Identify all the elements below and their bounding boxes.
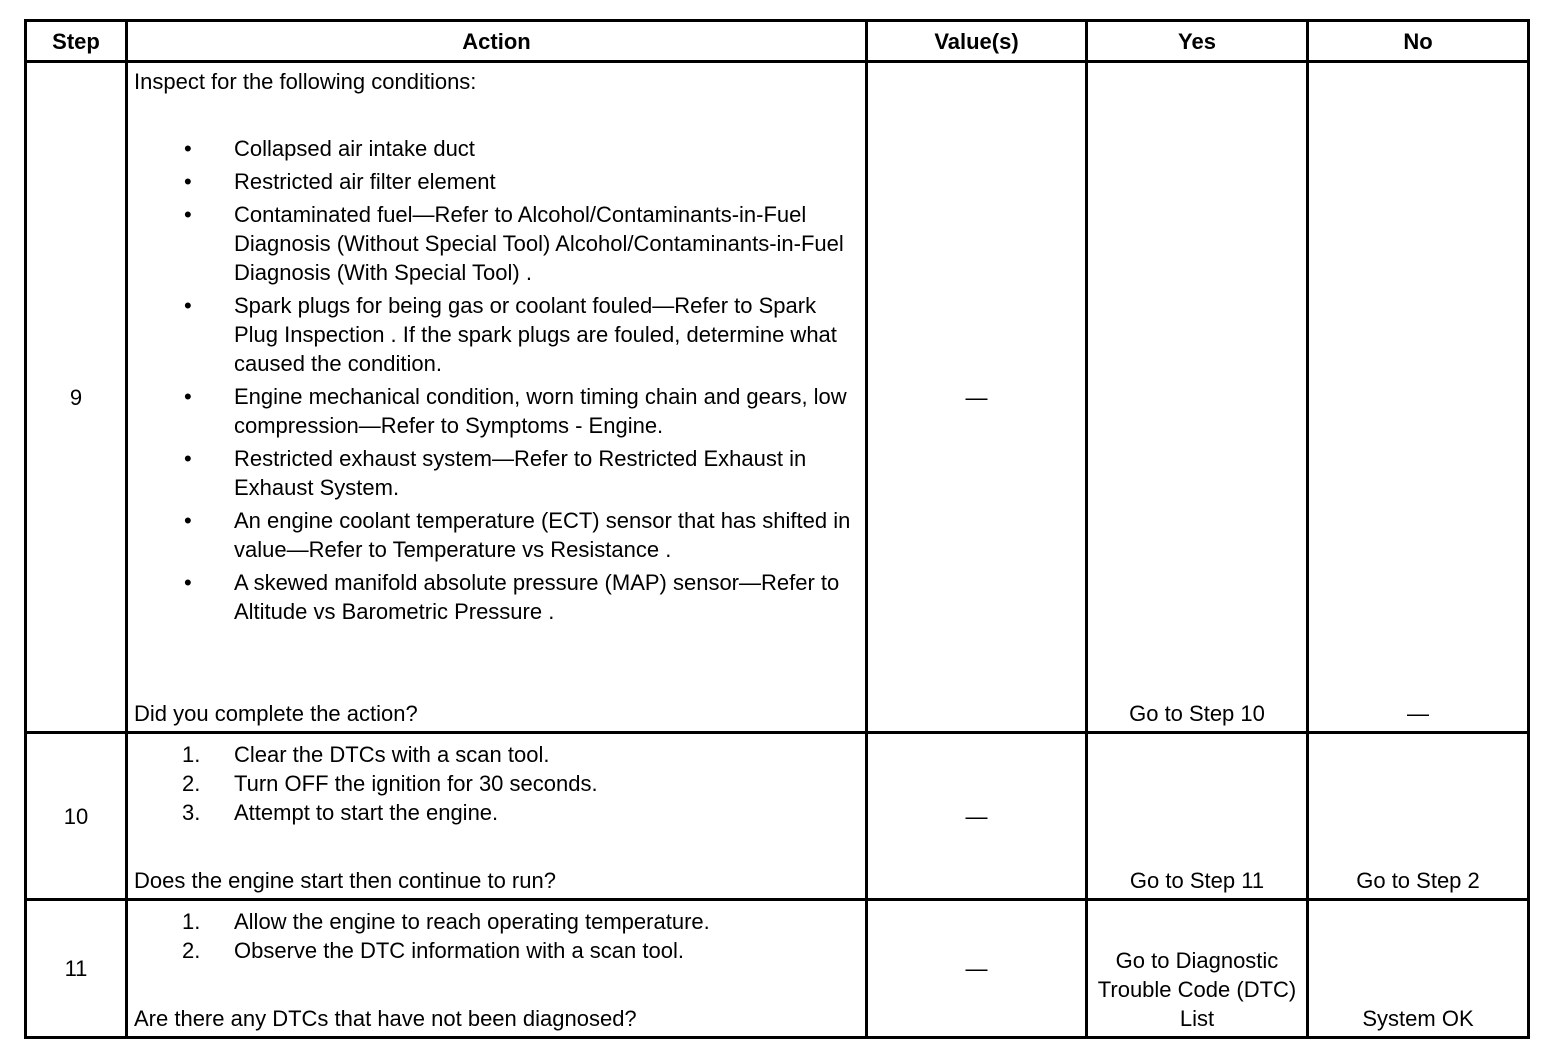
yes-link[interactable]: Go to Diagnostic Trouble Code (DTC) List <box>1097 948 1297 1031</box>
list-item: 1. Clear the DTCs with a scan tool. <box>182 742 550 768</box>
header-no: No <box>1308 21 1529 62</box>
bullet-icon: • <box>184 384 192 409</box>
bullet-icon: • <box>184 136 192 161</box>
action-cell <box>127 62 867 733</box>
yes-cell <box>1087 62 1308 733</box>
action-cell <box>127 733 867 899</box>
no-cell <box>1308 62 1529 733</box>
condition-list <box>134 134 859 626</box>
list-item: • Spark plugs for being gas or coolant fouled—Refer to Spark Plug Inspection . If the spark plugs are fouled, determine what caused the condition. <box>184 293 837 376</box>
list-item: • Restricted air filter element <box>184 169 496 194</box>
header-action: Action <box>127 21 867 62</box>
value-cell: — <box>867 899 1087 1037</box>
bullet-icon: • <box>184 293 192 318</box>
list-item: 1. Allow the engine to reach operating temperature. <box>182 908 710 934</box>
bullet-icon: • <box>184 508 192 533</box>
step-list <box>134 907 859 965</box>
bullet-icon: • <box>184 570 192 595</box>
list-item: 3. Attempt to start the engine. <box>182 800 499 826</box>
action-question: Are there any DTCs that have not been diagnosed? <box>134 1006 637 1031</box>
action-cell <box>127 899 867 1037</box>
no-value: System OK <box>1362 1006 1474 1031</box>
action-question: Does the engine start then continue to run? <box>134 867 556 893</box>
step-number: 11 <box>26 899 127 1037</box>
action-intro: Inspect for the following conditions: <box>134 69 477 94</box>
header-yes: Yes <box>1087 21 1308 62</box>
step-number: 10 <box>26 733 127 899</box>
header-row <box>26 21 1529 62</box>
list-item: • A skewed manifold absolute pressure (MAP) sensor—Refer to Altitude vs Barometric Pressure . <box>184 570 840 624</box>
bullet-icon: • <box>184 169 192 194</box>
bullet-icon: • <box>184 202 192 227</box>
value-cell: — <box>867 733 1087 899</box>
action-question: Did you complete the action? <box>134 701 418 727</box>
header-values: Value(s) <box>867 21 1087 62</box>
value-cell: — <box>867 62 1087 733</box>
header-step: Step <box>26 21 127 62</box>
list-item: 2. Observe the DTC information with a scan tool. <box>182 937 684 963</box>
no-link[interactable]: Go to Step 2 <box>1356 867 1480 893</box>
yes-link[interactable]: Go to Step 11 <box>1129 867 1265 893</box>
bullet-icon: • <box>184 446 192 471</box>
yes-cell <box>1087 733 1308 899</box>
table-row <box>26 62 1529 733</box>
table-row <box>26 733 1529 899</box>
list-item: • Restricted exhaust system—Refer to Restricted Exhaust in Exhaust System. <box>184 446 807 500</box>
list-item: • An engine coolant temperature (ECT) sensor that has shifted in value—Refer to Temperature vs Resistance . <box>184 508 851 562</box>
table-row <box>26 899 1529 1037</box>
no-cell <box>1308 733 1529 899</box>
step-number: 9 <box>26 62 127 733</box>
step-list <box>134 740 859 827</box>
diagnostic-table <box>24 19 1530 1039</box>
no-cell <box>1308 899 1529 1037</box>
yes-cell <box>1087 899 1308 1037</box>
list-item: • Collapsed air intake duct <box>184 136 475 161</box>
list-item: 2. Turn OFF the ignition for 30 seconds. <box>182 771 598 797</box>
list-item: • Contaminated fuel—Refer to Alcohol/Contaminants-in-Fuel Diagnosis (Without Special Tool) Alcohol/Contaminants-in-Fuel Diagnosis (With Special Tool) . <box>184 202 844 285</box>
list-item: • Engine mechanical condition, worn timing chain and gears, low compression—Refer to Symptoms - Engine. <box>184 384 847 438</box>
no-value: — <box>1407 701 1429 727</box>
yes-link[interactable]: Go to Step 10 <box>1129 701 1265 727</box>
